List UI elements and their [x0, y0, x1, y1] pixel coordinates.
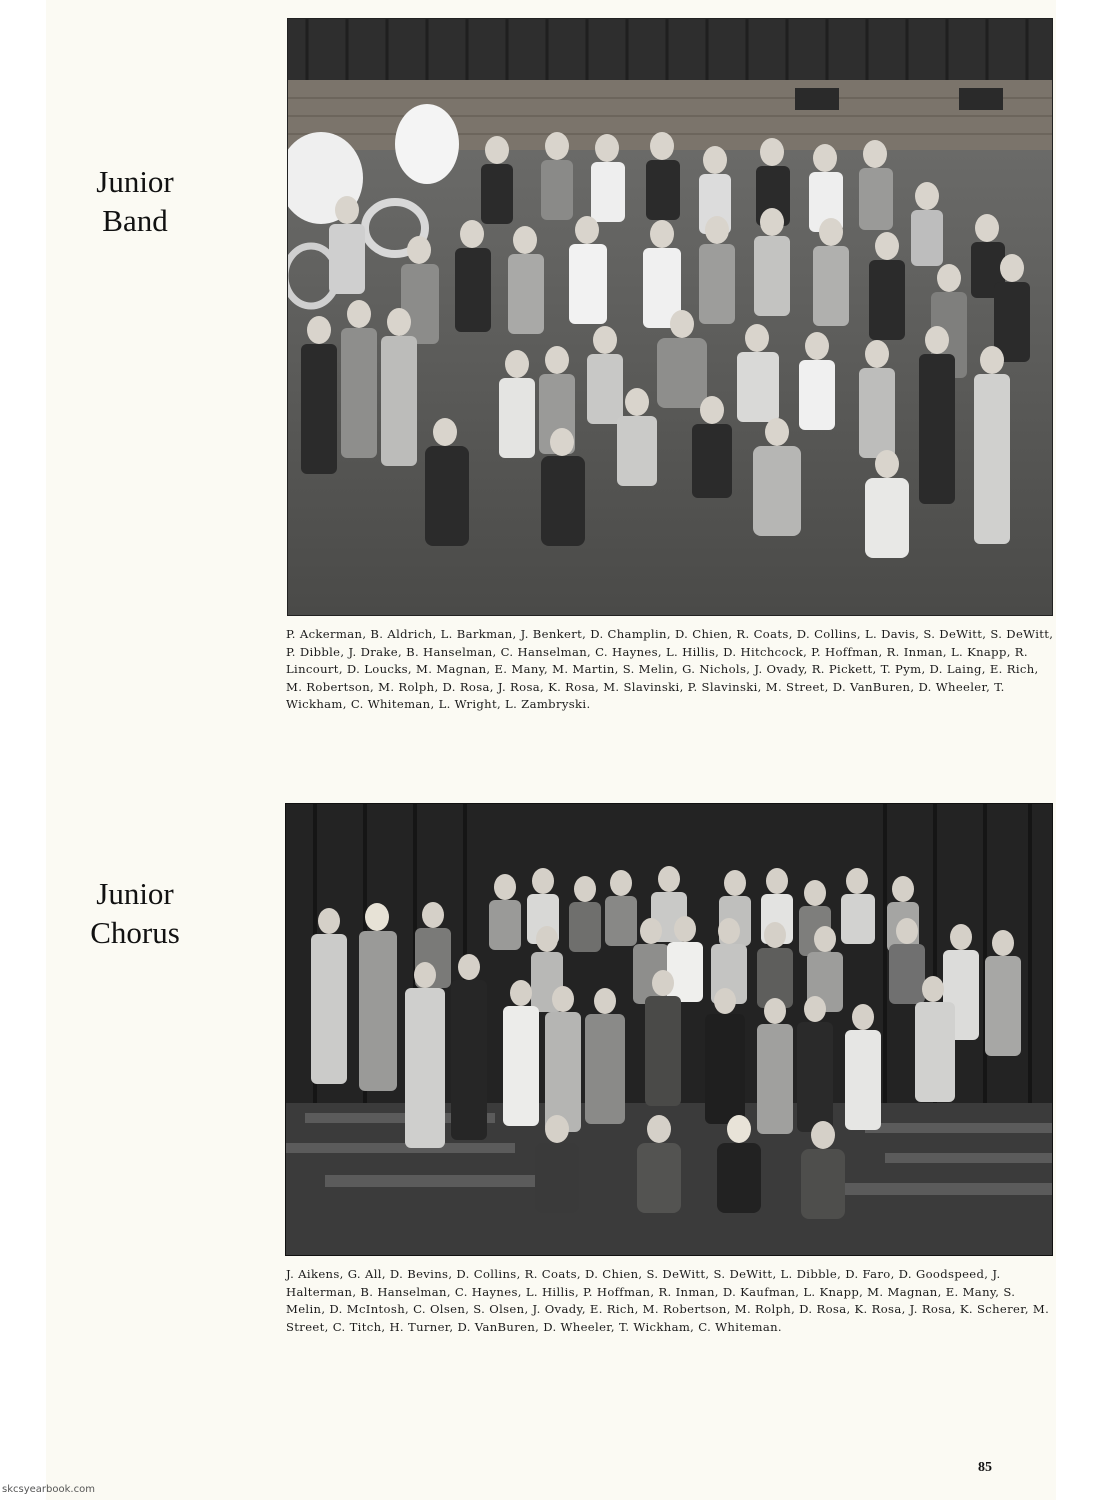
band-title-line2: Band	[102, 203, 168, 238]
watermark: skcsyearbook.com	[2, 1484, 95, 1495]
band-section-title	[40, 162, 230, 240]
chorus-photo-image	[285, 803, 1053, 1256]
band-title-line1: Junior	[96, 164, 174, 199]
chorus-group-photo	[285, 803, 1053, 1256]
chorus-section-title	[40, 874, 230, 952]
chorus-title-line2: Chorus	[90, 915, 180, 950]
band-group-photo	[287, 18, 1053, 616]
chorus-member-list: J. Aikens, G. All, D. Bevins, D. Collins, R. Coats, D. Chien, S. DeWitt, S. DeWitt, L. Dibble, D. Faro, D. Goodspeed, J. Halterman, B. Hanselman, C. Haynes, L. Hillis, P. Hoffman, R. Inman, D. Kaufman, L. Knapp, M. Magnan, E. Many, S. Melin, D. McIntosh, C. Olsen, S. Olsen, J. Ovady, E. Rich, M. Robertson, M. Rolph, D. Rosa, K. Rosa, J. Rosa, K. Scherer, M. Street, C. Titch, H. Turner, D. VanBuren, D. Wheeler, T. Wickham, C. Whiteman.	[286, 1267, 1050, 1334]
page-number: 85	[978, 1460, 992, 1475]
band-member-list: P. Ackerman, B. Aldrich, L. Barkman, J. Benkert, D. Champlin, D. Chien, R. Coats, D. Collins, L. Davis, S. DeWitt, S. DeWitt, P. Dibble, J. Drake, B. Hanselman, C. Hanselman, C. Haynes, L. Hillis, D. Hitchcock, P. Hoffman, R. Inman, L. Knapp, R. Lincourt, D. Loucks, M. Magnan, E. Many, M. Martin, S. Melin, G. Nichols, J. Ovady, R. Pickett, T. Pym, D. Laing, E. Rich, M. Robertson, M. Rolph, D. Rosa, J. Rosa, K. Rosa, M. Slavinski, P. Slavinski, M. Street, D. VanBuren, D. Wheeler, T. Wickham, C. Whiteman, L. Wright, L. Zambryski.	[286, 627, 1054, 712]
chorus-title-line1: Junior	[96, 876, 174, 911]
band-photo-image	[287, 18, 1053, 616]
page-margin-right	[1056, 0, 1100, 1500]
